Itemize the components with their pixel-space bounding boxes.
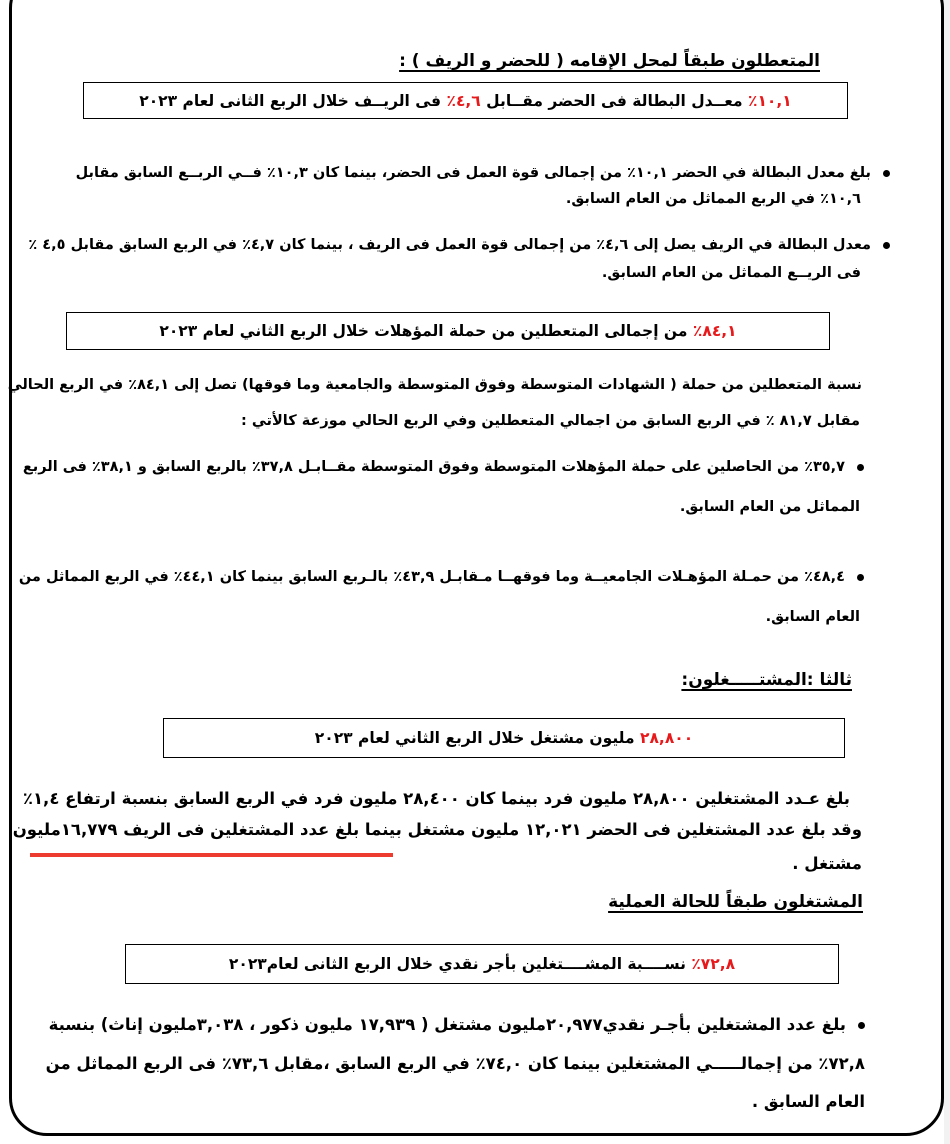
highlight-text-1: معــدل البطالة فى الحضر مقــابل	[486, 91, 743, 110]
heading-employed: ثالثا :المشتـــــغلون:	[681, 670, 852, 690]
paid-employees-rate-value: ٧٢,٨٪	[691, 955, 736, 973]
bullet-dot-icon	[883, 170, 890, 177]
qualified-intro-line-1: نسبة المتعطلين من حملة ( الشهادات المتوسطة وفوق المتوسطة والجامعية وما فوقها) تصل إلى ٨٤,١٪ في الربع الحالي	[7, 377, 862, 393]
bullet-rural-line-2: فى الريــع المماثل من العام السابق.	[601, 265, 861, 281]
highlight-text-2: فى الريــف خلال الربع الثانى لعام ٢٠٢٣	[139, 91, 442, 110]
bullet-rural	[28, 230, 890, 260]
bullet-intermediate-line-2: المماثل من العام السابق.	[679, 499, 860, 515]
bullet-dot-icon	[857, 574, 864, 581]
bullet-dot-icon	[857, 464, 864, 471]
bullet-university-line-1: ٤٨,٤٪ من حمـلة المؤهـلات الجامعيــة وما فوقهــا مـقابـل ٤٣,٩٪ بالـربع السابق بينما كان ٤٤,١٪ في الربع المماثل من	[18, 569, 845, 585]
rural-rate-value: ٤,٦٪	[446, 91, 481, 110]
urban-rate-value: ١٠,١٪	[747, 91, 792, 110]
bullet-university-line-2: العام السابق.	[765, 609, 860, 625]
bullet-dot-icon	[858, 1022, 865, 1029]
bullet-intermediate-qualifications	[23, 452, 864, 482]
heading-employment-status: المشتغلون طبقاً للحالة العملية	[608, 892, 863, 912]
bullet-urban-line-1: بلغ معدل البطالة في الحضر ١٠,١٪ من إجمالى قوة العمل فى الحضر، بينما كان ١٠,٣٪ فــي الربــع السابق مقابل	[75, 165, 871, 181]
employed-para-line-3: مشتغل .	[792, 854, 862, 873]
bullet-university-qualifications	[19, 562, 864, 592]
heading-unemployed-by-residence: المتعطلون طبقاً لمحل الإقامه ( للحضر و الريف ) :	[399, 51, 820, 71]
red-underline-annotation	[30, 853, 393, 857]
employed-para-line-1: بلغ عـدد المشتغلين ٢٨,٨٠٠ مليون فرد بينما كان ٢٨,٤٠٠ مليون فرد في الربع السابق بنسبة ارتفاع ١,٤٪	[22, 789, 850, 808]
highlight-box-paid-employees	[125, 944, 839, 984]
highlight-text: من إجمالى المتعطلين من حملة المؤهلات خلال الربع الثاني لعام ٢٠٢٣	[159, 322, 688, 340]
qualified-intro-line-2: مقابل ٨١,٧ ٪ في الربع السابق من اجمالي المتعطلين وفي الربع الحالي موزعة كالأتي :	[241, 413, 860, 429]
bullet-urban-line-2: ١٠,٦٪ في الربع المماثل من العام السابق.	[565, 191, 861, 207]
scrollbar-track[interactable]	[944, 0, 950, 1144]
bullet-paid-line-1: بلغ عدد المشتغلين بأجـر نقدي٢٠,٩٧٧مليون مشتغل ( ١٧,٩٣٩ مليون ذكور ، ٣,٠٣٨مليون إناث) بنسبة	[48, 1015, 846, 1034]
highlight-text: مليون مشتغل خلال الربع الثاني لعام ٢٠٢٣	[314, 729, 635, 747]
highlight-box-qualified-unemployed	[66, 312, 830, 350]
bullet-dot-icon	[883, 242, 890, 249]
qualified-rate-value: ٨٤,١٪	[692, 322, 737, 340]
employed-count-value: ٢٨,٨٠٠	[640, 729, 694, 747]
bullet-intermediate-line-1: ٣٥,٧٪ من الحاصلين على حملة المؤهلات المتوسطة وفوق المتوسطة مقــابـل ٣٧,٨٪ بالربع السابق و ٣٨,١٪ فى الربع	[22, 459, 845, 475]
bullet-paid-line-2: ٧٢,٨٪ من إجمالـــــي المشتغلين بينما كان ٧٤,٠٪ في الربع السابق ،مقابل ٧٣,٦٪ فى الربع المماثل من	[45, 1054, 865, 1073]
highlight-box-employed-count	[163, 718, 845, 758]
highlight-text: نســــبة المشــــتغلين بأجر نقدي خلال الربع الثانى لعام٢٠٢٣	[228, 955, 686, 973]
highlight-box-unemployment-rate	[83, 82, 848, 119]
bullet-paid-line-3: العام السابق .	[751, 1092, 865, 1111]
employed-para-line-2: وقد بلغ عدد المشتغلين فى الحضر ١٢,٠٢١ مليون مشتغل بينما بلغ عدد المشتغلين فى الريف ١٦,٧٧٩مليون	[12, 820, 862, 839]
bullet-rural-line-1: معدل البطالة في الريف يصل إلى ٤,٦٪ من إجمالى قوة العمل فى الريف ، بينما كان ٤,٧٪ في الربع السابق مقابل ٤,٥ ٪	[28, 237, 871, 253]
bullet-paid-employees	[49, 1008, 865, 1042]
